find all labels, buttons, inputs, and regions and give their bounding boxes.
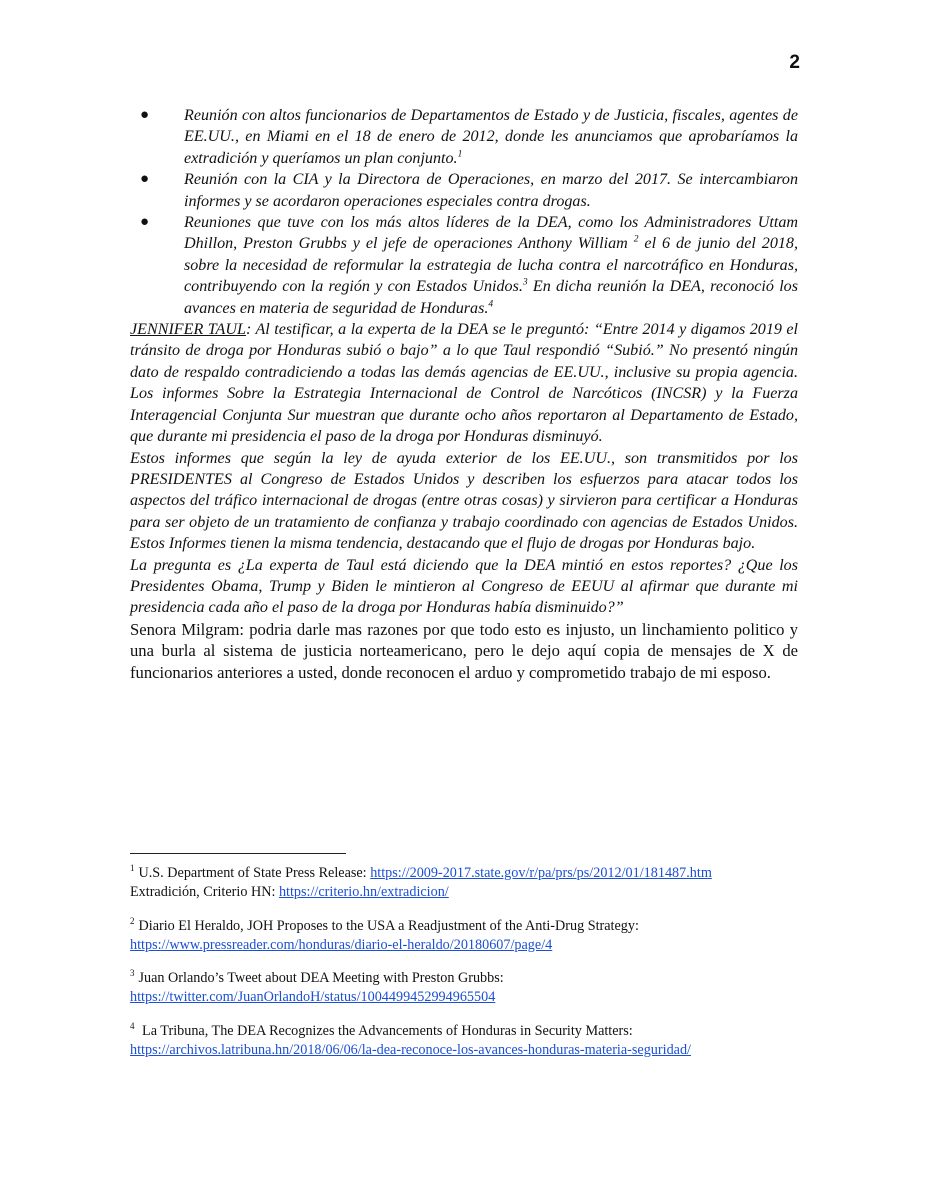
footnote-link[interactable]: https://www.pressreader.com/honduras/diario-el-heraldo/20180607/page/4 <box>130 936 553 953</box>
document-body <box>130 105 798 684</box>
footnote-link[interactable]: https://twitter.com/JuanOrlandoH/status/1004499452994965504 <box>130 989 496 1006</box>
footnote-text: La Tribuna, The DEA Recognizes the Advancements of Honduras in Security Matters: <box>138 1022 633 1039</box>
page-number: 2 <box>789 52 800 73</box>
footnote-text: U.S. Department of State Press Release: <box>138 865 371 881</box>
footnote-text: Juan Orlando’s Tweet about DEA Meeting with Preston Grubbs: <box>138 970 504 987</box>
bullet-text: En dicha reunión la DEA, reconoció los avances en materia de seguridad de Honduras. <box>184 278 798 317</box>
footnote <box>130 969 810 1008</box>
bullet-text: Reuniones que tuve con los más altos líderes de la DEA, como los Administradores Uttam Dhillon, Preston Grubbs y el jefe de operaciones Anthony William <box>184 214 798 253</box>
bullet-icon: ● <box>140 107 150 123</box>
footnote-link[interactable]: https://criterio.hn/extradicion/ <box>278 884 449 901</box>
footnote <box>130 917 810 956</box>
bullet-text: Reunión con altos funcionarios de Departamentos de Estado y de Justicia, fiscales, agentes de EE.UU., en Miami en el 18 de enero de 2012, donde les anunciamos que aprobaríamos la extradición y queríamos un plan conjunto. <box>184 107 798 167</box>
footnote-link[interactable]: https://2009-2017.state.gov/r/pa/prs/ps/2012/01/181487.htm <box>370 865 712 881</box>
footnote-number: 4 <box>130 1021 135 1032</box>
footnote-link[interactable]: https://archivos.latribuna.hn/2018/06/06/la-dea-reconoce-los-avances-honduras-materia-seguridad/ <box>130 1042 691 1059</box>
taul-paragraph <box>130 319 798 447</box>
footnote-ref[interactable]: 1 <box>457 149 463 160</box>
bullet-text: el 6 de junio del 2018, sobre la necesidad de reformular la estrategia de lucha contra el narcotráfico en Honduras, contribuyendo con la región y con Estados Unidos. <box>184 235 798 296</box>
pregunta-paragraph: La pregunta es ¿La experta de Taul está diciendo que la DEA mintió en estos reportes? ¿Que los Presidentes Obama, Trump y Biden le mintieron al Congreso de EEUU al afirmar que durante mi presidencia cada año el paso de la droga por Honduras había disminuido?” <box>130 556 798 617</box>
footnote-text: Extradición, Criterio HN: <box>130 884 279 901</box>
bullet-icon: ● <box>140 214 150 231</box>
footnote-ref[interactable]: 4 <box>488 299 494 310</box>
list-item <box>130 105 798 169</box>
footnote-number: 3 <box>130 968 135 979</box>
footnotes <box>130 864 810 1060</box>
list-item <box>130 212 798 319</box>
meetings-list <box>130 105 798 319</box>
taul-name: JENNIFER TAUL <box>130 321 246 339</box>
footnote-text: Diario El Heraldo, JOH Proposes to the USA a Readjustment of the Anti-Drug Strategy: <box>138 917 639 934</box>
bullet-text: Reunión con la CIA y la Directora de Operaciones, en marzo del 2017. Se intercambiaron informes y se acordaron operaciones especiales contra drogas. <box>184 171 798 210</box>
footnote <box>130 1022 810 1061</box>
bullet-icon: ● <box>140 171 150 188</box>
footnote-ref[interactable]: 3 <box>522 277 528 288</box>
footnote-number: 2 <box>130 915 135 926</box>
list-item <box>130 169 798 212</box>
footnote-number: 1 <box>130 863 135 874</box>
footnote-divider <box>130 853 346 854</box>
taul-text: : Al testificar, a la experta de la DEA se le preguntó: “Entre 2014 y digamos 2019 el tránsito de droga por Honduras subió o bajo” a lo que Taul respondió “Subió.” No presentó ningún dato de respaldo contradiciendo a todas las demás agencias de EE.UU., inclusive su propia agencia. Los informes Sobre la Estrategia Internacional de Control de Narcóticos (INCSR) y la Fuerza Interagencial Conjunta Sur muestran que durante ocho años reportaron al Departamento de Estado, que durante mi presidencia el paso de la droga por Honduras disminuyó. <box>130 321 798 446</box>
milgram-paragraph: Senora Milgram: podria darle mas razones por que todo esto es injusto, un linchamiento politico y una burla al sistema de justicia norteamericano, pero le dejo aquí copia de mensajes de X de funcionarios anteriores a usted, donde reconocen el arduo y comprometido trabajo de mi esposo. <box>130 619 798 682</box>
footnote-ref[interactable]: 2 <box>633 235 639 246</box>
informes-paragraph: Estos informes que según la ley de ayuda exterior de los EE.UU., son transmitidos por los PRESIDENTES al Congreso de Estados Unidos y describen los esfuerzos para atacar todos los aspectos del tráfico internacional de drogas (entre otras cosas) y sirvieron para certificar a Honduras para ser objeto de un tratamiento de confianza y trabajo coordinado con agencias de Estados Unidos. Estos Informes tienen la misma tendencia, destacando que el flujo de drogas por Honduras bajo. <box>130 449 798 553</box>
footnote <box>130 864 810 903</box>
